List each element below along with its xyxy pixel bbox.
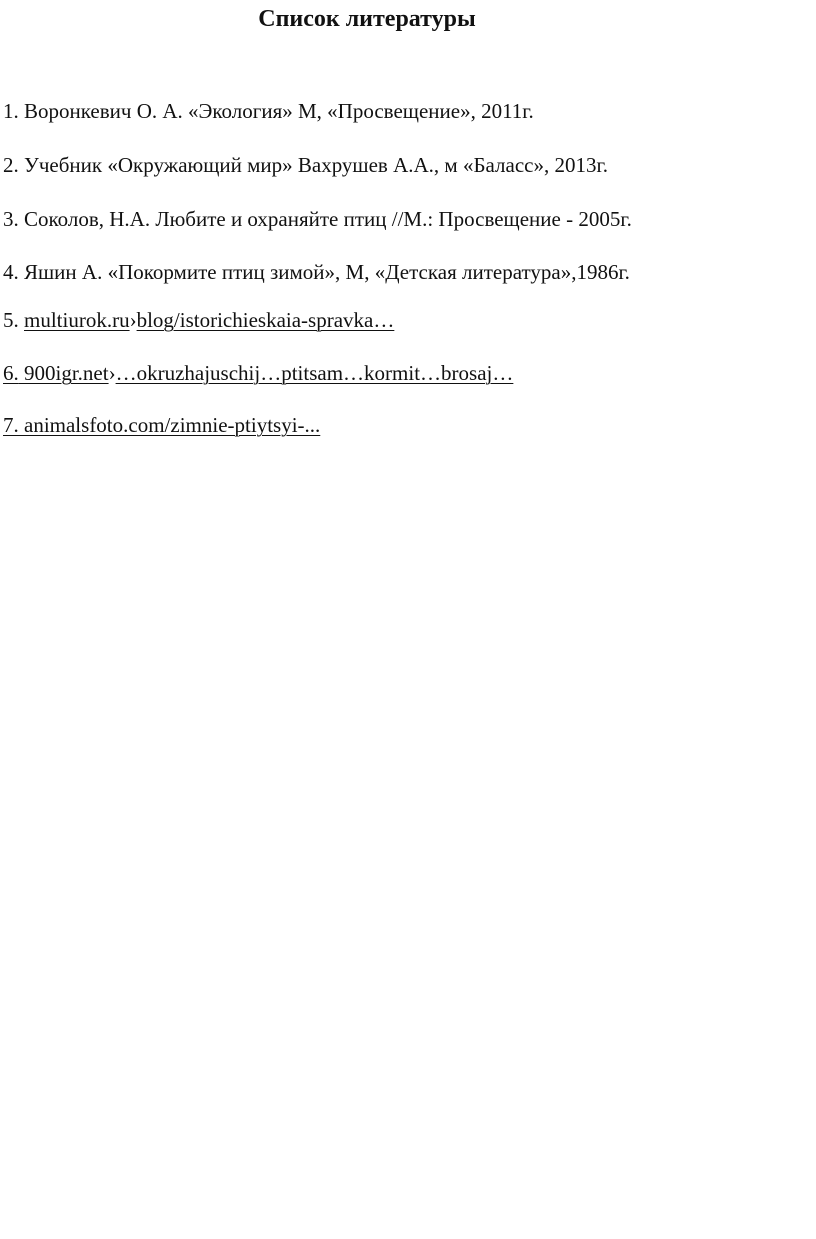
reference-item-1: 1. Воронкевич О. А. «Экология» М, «Просвещение», 2011г. xyxy=(3,99,534,123)
reference-number-5: 5. xyxy=(3,308,19,332)
reference-item-7 xyxy=(3,412,320,438)
reference-link-5-path[interactable]: blog/istorichieskaia-spravka… xyxy=(136,308,395,332)
reference-item-3: 3. Соколов, Н.А. Любите и охраняйте птиц //М.: Просвещение - 2005г. xyxy=(3,207,632,231)
reference-link-6-host[interactable] xyxy=(3,361,109,385)
reference-link-6-path[interactable]: …okruzhajuschij…ptitsam…kormit…brosaj… xyxy=(115,361,514,385)
reference-item-4: 4. Яшин А. «Покормите птиц зимой», М, «Детская литература»,1986г. xyxy=(3,260,630,284)
reference-item-2: 2. Учебник «Окружающий мир» Вахрушев А.А., м «Баласс», 2013г. xyxy=(3,153,608,177)
page-title: Список литературы xyxy=(258,6,476,32)
reference-item-6 xyxy=(3,360,513,386)
reference-link-5-separator: › xyxy=(129,308,137,332)
reference-link-6-separator: › xyxy=(108,361,116,385)
reference-link-7[interactable]: 7. animalsfoto.com/zimnie-ptiytsyi-... xyxy=(3,413,321,437)
reference-item-5 xyxy=(3,307,394,333)
reference-link-5-host[interactable]: multiurok.ru xyxy=(24,308,130,332)
reference-link-6-host-text: 900igr.net xyxy=(24,361,109,385)
reference-number-6: 6. xyxy=(3,361,19,385)
